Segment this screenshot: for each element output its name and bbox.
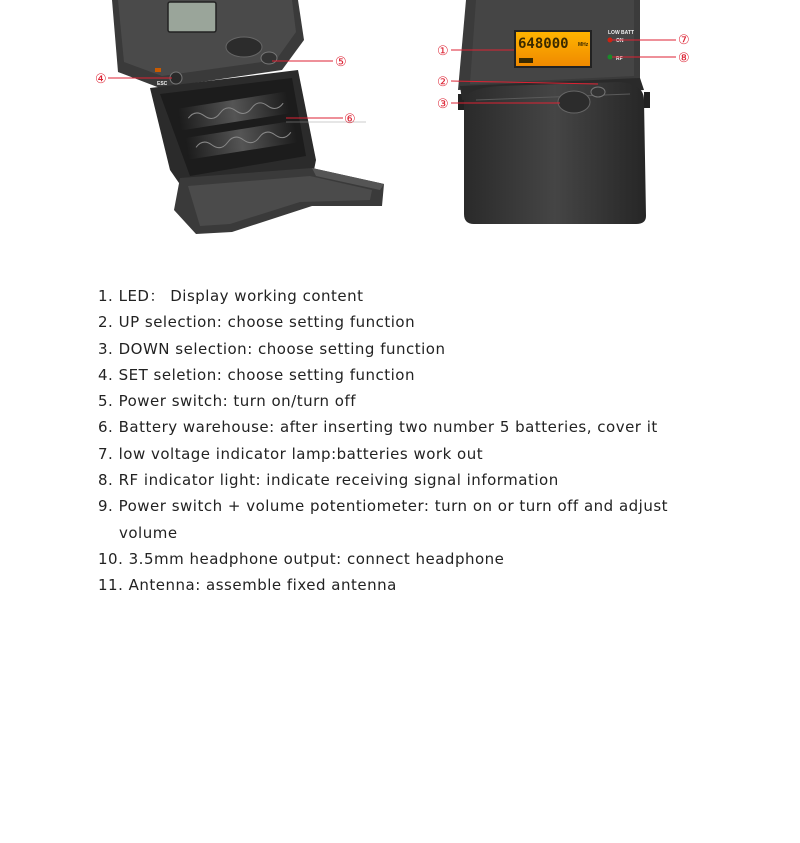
feature-item [98,493,698,546]
feature-text: DOWN selection: choose setting function [118,339,446,358]
feature-list [98,283,698,599]
feature-item [98,546,698,572]
feature-item [98,388,698,414]
feature-number: 9. [98,497,114,516]
callout-2: ② [437,75,449,90]
lcd-reading: 648000 [518,36,569,52]
feature-item [98,283,698,309]
feature-number: 5. [98,392,114,411]
feature-item [98,467,698,493]
feature-number: 4. [98,365,114,384]
feature-number: 8. [98,471,114,490]
feature-number: 10. [98,549,124,568]
feature-number: 1. [98,287,114,305]
rf-led [608,55,613,60]
device-figure [0,0,800,250]
feature-number: 3. [98,339,114,358]
feature-number: 7. [98,444,114,463]
feature-number: 6. [98,418,114,437]
feature-number: 11. [98,576,124,595]
right-device [458,0,650,224]
feature-item [98,414,698,440]
feature-text: Battery warehouse: after inserting two number 5 batteries, cover it [118,418,658,437]
down-button [558,91,590,113]
feature-item [98,441,698,467]
up-button [591,87,605,97]
callout-4: ④ [95,72,107,87]
callout-6: ⑥ [344,112,356,127]
feature-text: SET seletion: choose setting function [118,365,415,384]
feature-text: UP selection: choose setting function [118,313,416,332]
low-batt-label: LOW BATT [608,30,635,36]
low-batt-led [608,38,613,43]
feature-text: LED： Display working content [118,287,364,305]
feature-text: RF indicator light: indicate receiving signal information [118,471,559,490]
feature-text: Power switch: turn on/turn off [118,392,357,411]
feature-item [98,572,698,598]
on-label: ON [616,38,624,44]
feature-text: Antenna: assemble fixed antenna [128,576,397,595]
feature-number: 2. [98,313,114,332]
callout-3: ③ [437,97,449,112]
callout-7: ⑦ [678,33,690,48]
feature-item [98,336,698,362]
callout-1: ① [437,44,449,59]
feature-item [98,309,698,335]
feature-item [98,362,698,388]
feature-text: low voltage indicator lamp:batteries work out [118,444,484,463]
rf-label: RF [616,56,623,62]
device-illustration [0,0,800,250]
esc-label: ESC [157,81,168,87]
feature-text: Power switch + volume potentiometer: turn on or turn off and adjust [118,497,669,516]
callout-8: ⑧ [678,51,690,66]
feature-text-continued: volume [119,523,178,542]
feature-text: 3.5mm headphone output: connect headphone [128,549,505,568]
callout-5: ⑤ [335,55,347,70]
mhz-label: MHz [578,42,589,48]
